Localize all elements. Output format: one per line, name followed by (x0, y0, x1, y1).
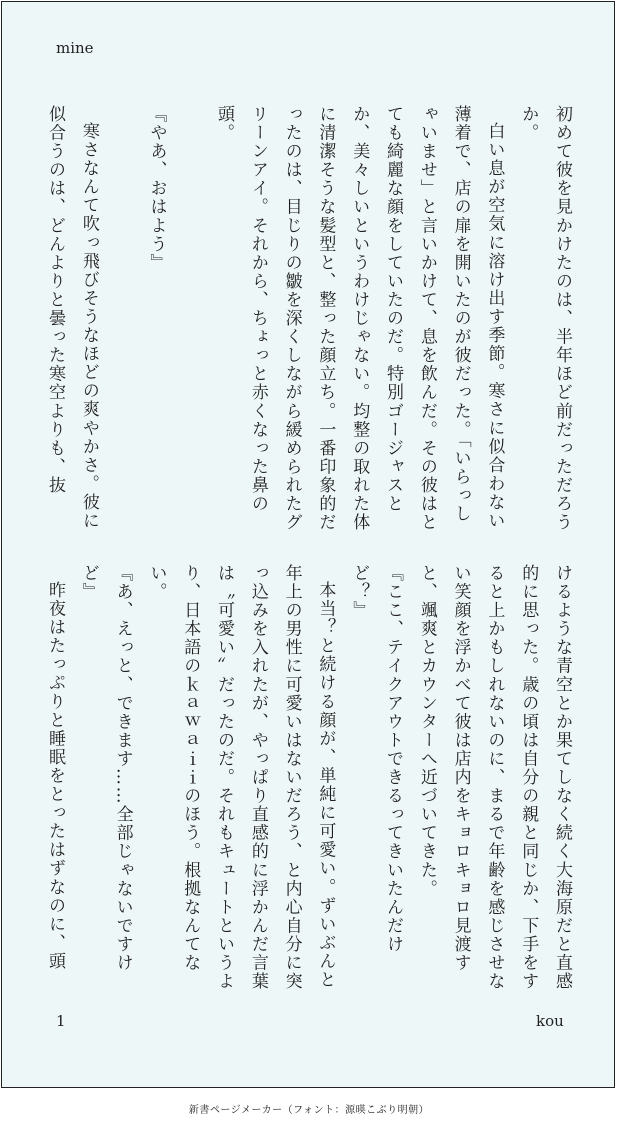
paragraph: 白い息が空気に溶け出す季節。寒さに似合わない薄着で、店の扉を開いたのが彼だった。「いらっしゃいませ」と言いかけて、息を飲んだ。その彼はとても綺麗な顔をしていたのだ。特別ゴージャスとか、美々しいというわけじゃない。均整の取れた体に清潔そうな髪型と、整った顔立ち。一番印象的だったのは、目じりの皺を深くしながら緩められたグリーンアイ。それから、ちょっと赤くなった鼻の頭。 (214, 105, 505, 532)
paragraph: 寒さなんて吹っ飛びそうなほどの爽やかさ。彼に似合うのは、どんよりと曇った寒空よりも、抜 (45, 105, 99, 531)
dialogue-line: 『ここ、テイクアウトできるってきいたんだけど？』 (349, 564, 404, 954)
running-head: mine (56, 39, 94, 57)
paragraph: 昨夜はたっぷりと睡眠をとったはずなのに、頭 (45, 581, 66, 971)
blank-line (172, 105, 206, 540)
blank-line (105, 105, 139, 540)
upper-text-tier (45, 105, 578, 540)
paragraph: 初めて彼を見かけたのは、半年ほど前だっただろうか。 (518, 105, 572, 532)
dialogue-line: 『あ、えっと、できます……全部じゃないですけど』 (78, 564, 133, 973)
paragraph: けるような青空とか果てしなく続く大海原だと直感的に思った。歳の頃は自分の親と同じか、下手をすると上かもしれないのに、まるで年齢を感じさせない笑顔を浮かべて彼は店内をキョロキョロ見渡すと、颯爽とカウンターへ近づいてきた。 (416, 564, 572, 991)
paragraph: 本当？と続ける顔が、単純に可愛い。ずいぶんと年上の男性に可愛いはないだろう、と内心自分に突っ込みを入れたが、やっぱり直感的に浮かんだ言葉は〝可愛い〟だったのだ。それもキュートというより、日本語のｋａｗａｉｉのほう。根拠なんてない。 (146, 564, 336, 991)
author-name: kou (536, 1012, 564, 1030)
page-number: 1 (56, 1012, 66, 1030)
dialogue-line: 『やあ、おはよう』 (146, 105, 167, 272)
book-page (1, 1, 615, 1088)
lower-text-tier (45, 564, 578, 999)
generator-caption: 新書ページメーカー（フォント：源暎こぶり明朝） (188, 1105, 430, 1116)
